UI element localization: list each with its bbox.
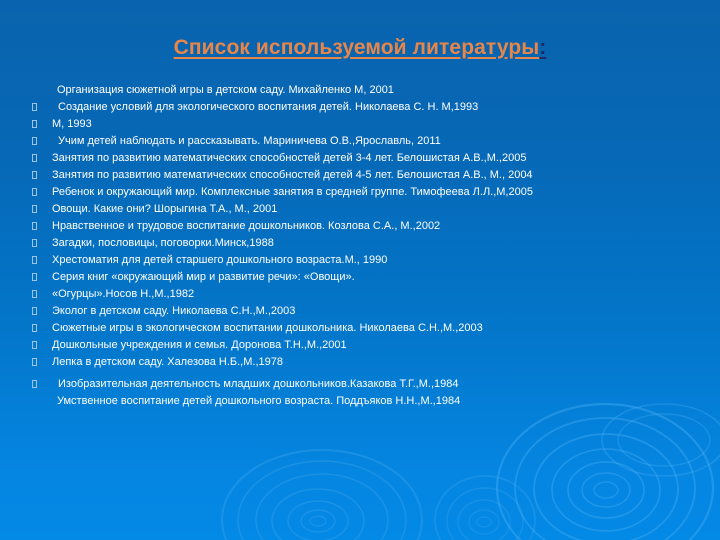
reference-item-text: Овощи. Какие они? Шорыгина Т.А., М., 2001 xyxy=(52,203,278,215)
bullet-icon xyxy=(32,256,37,264)
bullet-icon xyxy=(32,358,37,366)
bullet-icon xyxy=(32,222,37,230)
reference-item-text: Изобразительная деятельность младших дошкольников.Казакова Т.Г.,М.,1984 xyxy=(58,378,459,390)
reference-item-text: Нравственное и трудовое воспитание дошкольников. Козлова С.А., М.,2002 xyxy=(52,220,441,232)
reference-item xyxy=(26,320,698,337)
reference-item xyxy=(26,354,698,371)
reference-item xyxy=(26,286,698,303)
reference-item xyxy=(26,116,698,133)
reference-item xyxy=(26,150,698,167)
reference-item xyxy=(26,376,698,393)
reference-item xyxy=(26,235,698,252)
bullet-icon xyxy=(32,324,37,332)
reference-item xyxy=(26,218,698,235)
reference-item-text: «Огурцы».Носов Н.,М.,1982 xyxy=(52,288,195,300)
reference-item xyxy=(26,82,698,99)
reference-item-text: Серия книг «окружающий мир и развитие речи»: «Овощи». xyxy=(52,271,355,283)
reference-item-text: Эколог в детском саду. Николаева С.Н.,М.,2003 xyxy=(52,305,296,317)
reference-item xyxy=(26,167,698,184)
bullet-icon xyxy=(32,188,37,196)
reference-item xyxy=(26,201,698,218)
reference-item xyxy=(26,393,698,410)
reference-item xyxy=(26,252,698,269)
reference-item-text: Загадки, пословицы, поговорки.Минск,1988 xyxy=(52,237,274,249)
reference-list xyxy=(26,82,698,410)
bullet-icon xyxy=(32,171,37,179)
reference-item-text: Занятия по развитию математических способностей детей 3-4 лет. Белошистая А.В.,М.,2005 xyxy=(52,152,527,164)
reference-item-text: Создание условий для экологического воспитания детей. Николаева С. Н. М,1993 xyxy=(58,101,479,113)
reference-item-text: Дошкольные учреждения и семья. Доронова Т.Н.,М.,2001 xyxy=(52,339,347,351)
bullet-icon xyxy=(32,380,37,388)
reference-item xyxy=(26,337,698,354)
bullet-icon xyxy=(32,137,37,145)
reference-item xyxy=(26,99,698,116)
bullet-icon xyxy=(32,103,37,111)
reference-item-text: Лепка в детском саду. Халезова Н.Б.,М.,1978 xyxy=(52,356,283,368)
bullet-icon xyxy=(32,307,37,315)
reference-item xyxy=(26,303,698,320)
bullet-icon xyxy=(32,120,37,128)
bullet-icon xyxy=(32,239,37,247)
reference-item-text: М, 1993 xyxy=(52,118,92,130)
reference-item-text: Умственное воспитание детей дошкольного возраста. Поддъяков Н.Н.,М.,1984 xyxy=(57,395,461,407)
reference-item-text: Сюжетные игры в экологическом воспитании дошкольника. Николаева С.Н.,М.,2003 xyxy=(52,322,483,334)
page-title xyxy=(0,36,720,60)
reference-item-text: Хрестоматия для детей старшего дошкольного возраста.М., 1990 xyxy=(52,254,388,266)
reference-item-text: Организация сюжетной игры в детском саду. Михайленко М, 2001 xyxy=(57,84,394,96)
reference-item-text: Ребенок и окружающий мир. Комплексные занятия в средней группе. Тимофеева Л.Л.,М,2005 xyxy=(52,186,533,198)
bullet-icon xyxy=(32,205,37,213)
page-title-colon: : xyxy=(539,36,547,59)
page-title-text xyxy=(174,36,547,60)
reference-item xyxy=(26,184,698,201)
bullet-icon xyxy=(32,273,37,281)
reference-item-text: Учим детей наблюдать и рассказывать. Мариничева О.В.,Ярославль, 2011 xyxy=(58,135,441,147)
reference-item xyxy=(26,133,698,150)
page-title-label: Список используемой литературы xyxy=(173,36,540,59)
reference-item-text: Занятия по развитию математических способностей детей 4-5 лет. Белошистая А.В., М., 2004 xyxy=(52,169,533,181)
bullet-icon xyxy=(32,290,37,298)
bullet-icon xyxy=(32,154,37,162)
bullet-icon xyxy=(32,341,37,349)
reference-item xyxy=(26,269,698,286)
